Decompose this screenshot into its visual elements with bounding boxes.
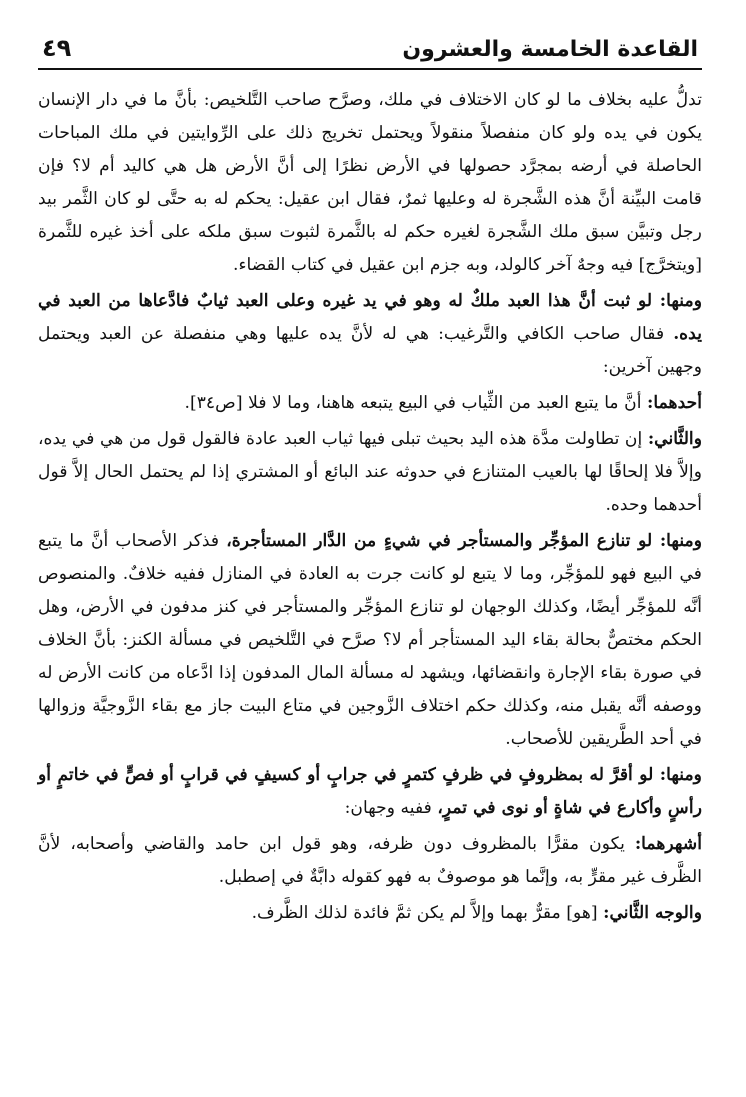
paragraph-3-text: أنَّ ما يتبع العبد من الثِّياب في البيع يتبعه هاهنا، وما لا فلا [ص٣٤]. bbox=[184, 393, 642, 413]
paragraph-8-text: [هو] مقرٌّ بهما وإلاَّ لم يكن ثمَّ فائدة لذلك الظَّرف. bbox=[251, 903, 598, 923]
paragraph-7-lead: أشهرهما: bbox=[634, 834, 702, 854]
paragraph-6 bbox=[38, 759, 702, 825]
paragraph-5-lead: ومنها: لو تنازع المؤجِّر والمستأجر في شيءٍ من الدَّار المستأجرة، bbox=[226, 531, 703, 551]
running-header bbox=[38, 34, 702, 70]
paragraph-6-text: ففيه وجهان: bbox=[344, 798, 432, 818]
paragraph-4-lead: والثَّاني: bbox=[647, 429, 703, 449]
paragraph-5 bbox=[38, 525, 702, 756]
paragraph-2-lead: ومنها: لو ثبت أنَّ هذا العبد ملكٌ له وهو في يد غيره وعلى العبد ثيابٌ فادَّعاها من العبد في يده. bbox=[38, 291, 702, 344]
paragraph-7 bbox=[38, 828, 702, 894]
paragraph-8-lead: والوجه الثَّاني: bbox=[603, 903, 702, 923]
paragraph-1 bbox=[38, 84, 702, 282]
page-body bbox=[38, 84, 702, 930]
paragraph-7-text: يكون مقرًّا بالمظروف دون ظرفه، وهو قول ابن حامد والقاضي وأصحابه، لأنَّ الظَّرف غير مقرٍّ به، وإنَّما هو موصوفٌ به فهو كقوله دابَّةٌ في إصطبل. bbox=[38, 834, 702, 887]
paragraph-2-text: فقال صاحب الكافي والتَّرغيب: هي له لأنَّ يده عليها وهي منفصلة عن العبد ويحتمل وجهين آخرين: bbox=[38, 324, 702, 377]
page-number: ٤٩ bbox=[42, 34, 72, 62]
paragraph-1-text: تدلُّ عليه بخلاف ما لو كان الاختلاف في ملك، وصرَّح صاحب التَّلخيص: بأنَّ ما في دار الإنسان يكون في يده ولو كان منفصلاً منقولاً ويحتمل تخريج ذلك على الرِّوايتين في ملك المباحات الحاصلة في أرضه بمجرَّد حصولها في الأرض نظرًا إلى أنَّ الأرض هل هي كاليد أم لا؟ فإن قامت البيِّنة أنَّ هذه الشَّجرة له وعليها ثمرٌ، فقال ابن عقيل: يحكم له به حتَّى لو كان الثَّمر بيد رجل وتبيَّن سبق ملك الشَّجرة لغيره حكم له بالثَّمرة لثبوت سبق ملكه على أخذ غيره للثَّمرة [ويتخرَّج] فيه وجهٌ آخر كالولد، وبه جزم ابن عقيل في كتاب القضاء. bbox=[38, 90, 702, 275]
paragraph-5-text: فذكر الأصحاب أنَّ ما يتبع في البيع فهو للمؤجِّر، وما لا يتبع لو كانت جرت به العادة في المنازل ففيه خلافٌ. والمنصوص أنَّه للمؤجِّر أيضًا، وكذلك الوجهان لو تنازع المؤجِّر والمستأجر في كنز مدفون في الأرض، وهل الحكم مختصٌّ بحالة بقاء اليد المستأجر أم لا؟ صرَّح في التَّلخيص في مسألة الكنز: بأنَّ الخلاف في صورة بقاء الإجارة وانقضائها، ويشهد له مسألة المال المدفون إذا ادَّعاه من كانت الأرض له ووصفه أنَّه يقبل منه، وكذلك حكم اختلاف الزَّوجين في متاع البيت جاز مع بقاء الزَّوجيَّة وزوالها في أحد الطَّريقين للأصحاب. bbox=[38, 531, 702, 749]
paragraph-3 bbox=[38, 387, 702, 420]
paragraph-4 bbox=[38, 423, 702, 522]
chapter-title: القاعدة الخامسة والعشرون bbox=[402, 37, 698, 62]
paragraph-2 bbox=[38, 285, 702, 384]
paragraph-4-text: إن تطاولت مدَّة هذه اليد بحيث تبلى فيها ثياب العبد عادة فالقول قول من هي في يده، وإلاَّ فلا إلحاقًا لها بالعيب المتنازع في حدوثه عند البائع أو المشتري إذا لم يحتمل الحال إلاَّ قول أحدهما وحده. bbox=[38, 429, 702, 515]
paragraph-6-lead: ومنها: لو أقرَّ له بمظروفٍ في ظرفٍ كتمرٍ في جرابٍ أو كسيفٍ في قرابٍ أو فصٍّ في خاتمٍ أو رأسٍ وأكارع في شاةٍ أو نوى في تمرٍ، bbox=[38, 765, 702, 818]
paragraph-8 bbox=[38, 897, 702, 930]
paragraph-3-lead: أحدهما: bbox=[646, 393, 702, 413]
